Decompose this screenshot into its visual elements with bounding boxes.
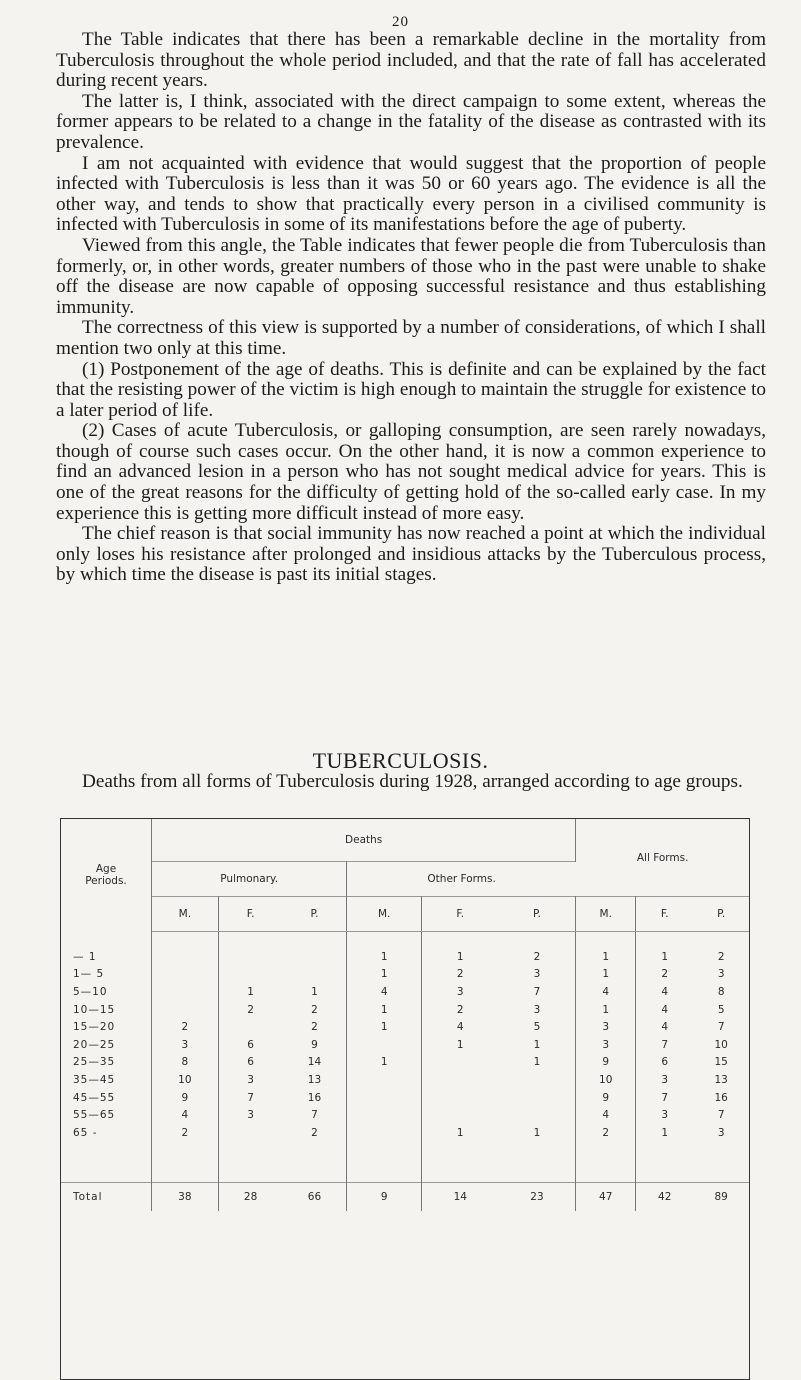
death-count-cell: 28: [218, 1182, 282, 1211]
table-body: [61, 932, 749, 1211]
age-period-cell: 35—45: [61, 1071, 152, 1089]
death-count-cell: 3: [152, 1036, 219, 1054]
death-count-cell: 1: [499, 1036, 576, 1054]
death-count-cell: 2: [576, 1124, 636, 1142]
paragraph: Viewed from this angle, the Table indicates that fewer people die from Tuberculosis than formerly, or, in other words, greater numbers of those who in the past were unable to shake off the disease are now capable of opposing successful resistance and thus establishing immunity.: [56, 234, 766, 318]
all-forms-header: All Forms.: [636, 851, 689, 864]
death-count-cell: 3: [717, 968, 725, 981]
death-count-cell: 3: [576, 1036, 636, 1054]
sub-header: F.: [421, 897, 498, 932]
age-header-line2: Periods.: [85, 875, 127, 888]
death-count-cell: 42: [636, 1182, 694, 1211]
death-count-cell: 9: [576, 1054, 636, 1072]
death-count-cell: 14: [283, 1054, 347, 1072]
death-count-cell: 2: [661, 968, 669, 981]
death-count-cell: [218, 1018, 282, 1036]
sub-header: P.: [499, 897, 576, 932]
death-count-cell: [218, 948, 282, 966]
age-header-line1: Age: [95, 863, 117, 876]
death-count-cell: [152, 948, 219, 966]
paragraph: (1) Postponement of the age of deaths. This is definite and can be explained by the fact that the resisting power of the victim is high enough to maintain the struggle for existence to a later period of life.: [56, 358, 766, 421]
table-row: [61, 966, 749, 984]
death-count-cell: 1: [347, 1018, 422, 1036]
death-count-cell: 7: [247, 1091, 254, 1104]
age-period-cell: 15—20: [61, 1018, 152, 1036]
death-count-cell: 6: [247, 1056, 254, 1069]
death-count-cell: 1: [247, 985, 254, 998]
death-count-cell: 7: [717, 1109, 725, 1122]
death-count-cell: 9: [576, 1089, 636, 1107]
death-count-cell: 3: [661, 1073, 669, 1086]
death-count-cell: [347, 1036, 422, 1054]
pulmonary-header: Pulmonary.: [152, 862, 347, 897]
death-count-cell: 2: [152, 1124, 219, 1142]
death-count-cell: 1: [347, 1054, 422, 1072]
death-count-cell: [283, 948, 347, 966]
death-count-cell: [152, 983, 219, 1001]
sub-header: F.: [636, 897, 694, 932]
death-count-cell: 5: [717, 1003, 725, 1016]
death-count-cell: 6: [247, 1038, 254, 1051]
death-count-cell: 4: [661, 985, 669, 998]
table-row: [61, 1071, 749, 1089]
death-count-cell: 1: [499, 1124, 576, 1142]
death-count-cell: [218, 966, 282, 984]
death-count-cell: 4: [347, 983, 422, 1001]
death-count-cell: 38: [152, 1182, 219, 1211]
sub-header: M.: [576, 897, 636, 932]
table-row: [61, 1054, 749, 1072]
paragraph: The Table indicates that there has been a remarkable decline in the mortality from Tuberculosis throughout the whole period included, and that the rate of fall has accelerated during recent years.: [56, 29, 766, 92]
age-header: [61, 819, 152, 932]
table-caption: [56, 772, 766, 793]
deaths-table-frame: [60, 818, 750, 1380]
deaths-table: [61, 819, 749, 1211]
death-count-cell: 1: [456, 950, 464, 963]
death-count-cell: 1: [347, 1001, 422, 1019]
death-count-cell: [347, 1124, 422, 1142]
death-count-cell: 6: [661, 1056, 669, 1069]
death-count-cell: 3: [247, 1109, 254, 1122]
death-count-cell: 1: [576, 1001, 636, 1019]
table-row: [61, 1124, 749, 1142]
death-count-cell: 10: [714, 1038, 728, 1051]
age-period-cell: 1— 5: [61, 966, 152, 984]
death-count-cell: 3: [576, 1018, 636, 1036]
table-row: [61, 1089, 749, 1107]
death-count-cell: [421, 1106, 498, 1124]
death-count-cell: 7: [661, 1091, 669, 1104]
death-count-cell: 13: [714, 1073, 728, 1086]
death-count-cell: 9: [347, 1182, 422, 1211]
death-count-cell: 1: [456, 1038, 464, 1051]
death-count-cell: 47: [576, 1182, 636, 1211]
paragraph: The chief reason is that social immunity has now reached a point at which the individual only loses his resistance after prolonged and insidious attacks by the Tuberculous process, by which time the disease is past its initial stages.: [56, 523, 766, 586]
death-count-cell: [499, 1089, 576, 1107]
age-period-cell: 45—55: [61, 1089, 152, 1107]
table-row: [61, 983, 749, 1001]
body-text: [56, 30, 766, 586]
death-count-cell: 2: [247, 1003, 254, 1016]
spacer-row: [61, 932, 749, 949]
sub-header: P.: [693, 897, 749, 932]
age-period-cell: 20—25: [61, 1036, 152, 1054]
death-count-cell: 2: [456, 968, 464, 981]
death-count-cell: 4: [576, 1106, 636, 1124]
death-count-cell: 16: [714, 1091, 728, 1104]
death-count-cell: 8: [152, 1054, 219, 1072]
table-row: [61, 1001, 749, 1019]
death-count-cell: 3: [499, 966, 576, 984]
death-count-cell: 7: [283, 1106, 347, 1124]
death-count-cell: 66: [283, 1182, 347, 1211]
death-count-cell: 1: [499, 1054, 576, 1072]
sub-header: M.: [347, 897, 422, 932]
sub-header: P.: [283, 897, 347, 932]
death-count-cell: 2: [499, 948, 576, 966]
death-count-cell: [499, 1106, 576, 1124]
total-row: [61, 1182, 749, 1211]
death-count-cell: 2: [283, 1001, 347, 1019]
death-count-cell: 4: [152, 1106, 219, 1124]
table-caption-text: Deaths from all forms of Tuberculosis during 1928, arranged according to age groups.: [82, 771, 743, 792]
death-count-cell: 1: [456, 1126, 464, 1139]
death-count-cell: [347, 1106, 422, 1124]
table-row: [61, 1018, 749, 1036]
death-count-cell: 3: [717, 1126, 725, 1139]
death-count-cell: 10: [152, 1071, 219, 1089]
table-row: [61, 948, 749, 966]
death-count-cell: 23: [499, 1182, 576, 1211]
death-count-cell: 5: [499, 1018, 576, 1036]
age-period-cell: — 1: [61, 948, 152, 966]
death-count-cell: 89: [693, 1182, 749, 1211]
death-count-cell: [347, 1089, 422, 1107]
death-count-cell: [283, 966, 347, 984]
death-count-cell: 15: [714, 1056, 728, 1069]
age-period-cell: 65 -: [61, 1124, 152, 1142]
death-count-cell: 1: [576, 948, 636, 966]
paragraph: I am not acquainted with evidence that would suggest that the proportion of people infected with Tuberculosis is less than it was 50 or 60 years ago. The evidence is all the other way, and tends to show that practically every person in a civilised community is infected with Tuberculosis in some of its manifestations before the age of puberty.: [56, 152, 766, 236]
death-count-cell: 3: [499, 1001, 576, 1019]
death-count-cell: 7: [717, 1021, 725, 1034]
death-count-cell: [421, 1089, 498, 1107]
deaths-header: Deaths: [152, 819, 576, 862]
death-count-cell: 14: [421, 1182, 498, 1211]
age-period-cell: 55—65: [61, 1106, 152, 1124]
death-count-cell: 2: [283, 1124, 347, 1142]
other-forms-header: Other Forms.: [347, 862, 576, 897]
age-period-cell: 25—35: [61, 1054, 152, 1072]
death-count-cell: [499, 1071, 576, 1089]
death-count-cell: 9: [283, 1036, 347, 1054]
death-count-cell: [218, 1124, 282, 1142]
death-count-cell: 2: [283, 1018, 347, 1036]
page-number: 20: [392, 14, 409, 30]
death-count-cell: 1: [347, 966, 422, 984]
paragraph: The latter is, I think, associated with the direct campaign to some extent, whereas the former appears to be related to a change in the fatality of the disease as contrasted with its prevalence.: [56, 90, 766, 153]
age-period-cell: 10—15: [61, 1001, 152, 1019]
death-count-cell: 1: [576, 966, 636, 984]
death-count-cell: [152, 1001, 219, 1019]
death-count-cell: 2: [152, 1018, 219, 1036]
death-count-cell: 13: [283, 1071, 347, 1089]
death-count-cell: 4: [661, 1021, 669, 1034]
death-count-cell: 1: [347, 948, 422, 966]
death-count-cell: 9: [152, 1089, 219, 1107]
paragraph: (2) Cases of acute Tuberculosis, or galloping consumption, are seen rarely nowadays, though of course such cases occur. On the other hand, it is now a common experience to find an advanced lesion in a person who has not sought medical advice for years. This is one of the great reasons for the difficulty of getting hold of the so-called early case. In my experience this is getting more difficult instead of more easy.: [56, 420, 766, 524]
death-count-cell: 3: [247, 1073, 254, 1086]
death-count-cell: 16: [283, 1089, 347, 1107]
death-count-cell: 3: [661, 1109, 669, 1122]
section-heading: TUBERCULOSIS.: [312, 748, 489, 773]
paragraph: The correctness of this view is supported by a number of considerations, of which I shall mention two only at this time.: [56, 317, 766, 359]
death-count-cell: 2: [456, 1003, 464, 1016]
death-count-cell: [421, 1054, 498, 1072]
age-period-cell: Total: [61, 1182, 152, 1211]
death-count-cell: 4: [456, 1021, 464, 1034]
death-count-cell: 4: [661, 1003, 669, 1016]
death-count-cell: 3: [456, 985, 464, 998]
sub-header: F.: [218, 897, 282, 932]
death-count-cell: 7: [661, 1038, 669, 1051]
death-count-cell: 7: [499, 983, 576, 1001]
death-count-cell: 4: [576, 983, 636, 1001]
spacer-row: [61, 1142, 749, 1183]
death-count-cell: 1: [661, 950, 669, 963]
death-count-cell: 10: [576, 1071, 636, 1089]
death-count-cell: 2: [717, 950, 725, 963]
death-count-cell: 1: [661, 1126, 669, 1139]
death-count-cell: [421, 1071, 498, 1089]
sub-header: M.: [152, 897, 219, 932]
death-count-cell: [347, 1071, 422, 1089]
table-row: [61, 1106, 749, 1124]
table-row: [61, 1036, 749, 1054]
death-count-cell: [152, 966, 219, 984]
death-count-cell: 1: [283, 983, 347, 1001]
death-count-cell: 8: [717, 985, 725, 998]
age-period-cell: 5—10: [61, 983, 152, 1001]
